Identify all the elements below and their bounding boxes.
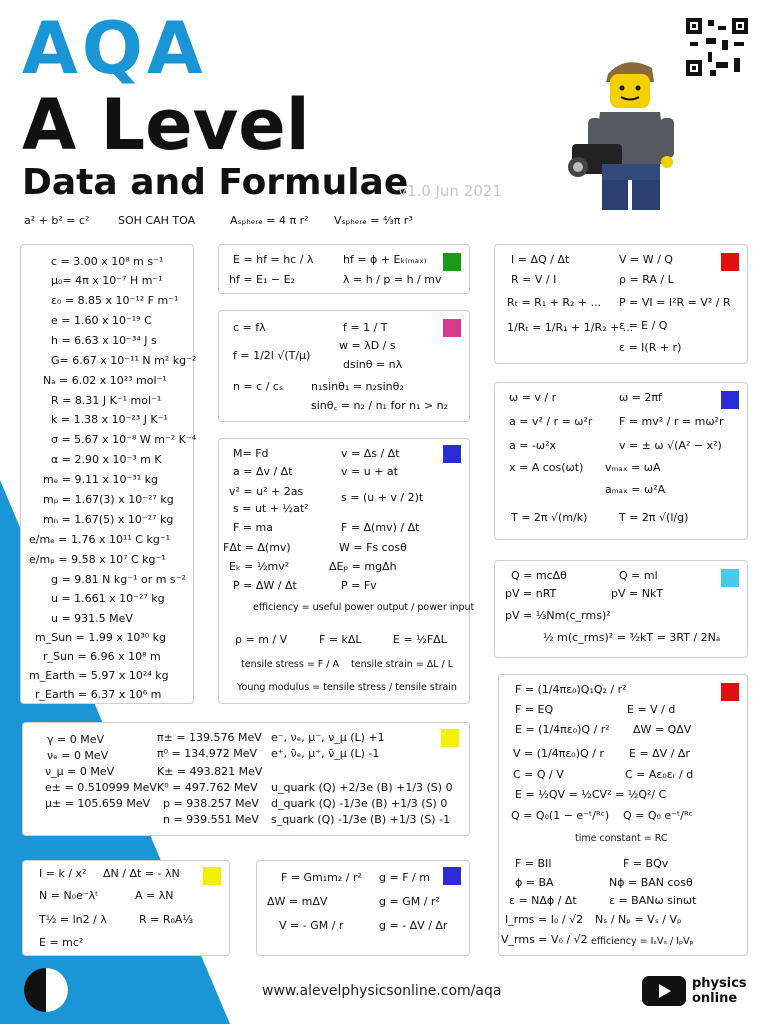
formula: ΔW = mΔV	[267, 895, 328, 908]
constant-row: R = 8.31 J K⁻¹ mol⁻¹	[51, 394, 162, 407]
formula: pV = NkT	[611, 587, 664, 600]
formula: π± = 139.576 MeV	[157, 731, 262, 744]
blue-marker-icon	[443, 445, 461, 463]
subtitle: Data and Formulae	[22, 162, 409, 203]
formula: Young modulus = tensile stress / tensile strain	[237, 682, 457, 693]
constant-row: k = 1.38 x 10⁻²³ J K⁻¹	[51, 413, 168, 426]
constant-row: ε₀ = 8.85 x 10⁻¹² F m⁻¹	[51, 294, 179, 307]
constant-row: r_Sun = 6.96 x 10⁸ m	[43, 650, 161, 663]
constant-row: mₚ = 1.67(3) x 10⁻²⁷ kg	[43, 493, 174, 506]
formula: I = k / x²	[39, 867, 87, 880]
formula: tensile stress = F / A	[241, 659, 340, 670]
formula: s = (u + v / 2)t	[341, 491, 424, 504]
formula: x = A cos(ωt)	[509, 461, 584, 474]
circular-motion-panel	[494, 382, 748, 540]
constant-row: α = 2.90 x 10⁻³ m K	[51, 453, 162, 466]
formula: E = ½QV = ½CV² = ½Q²/ C	[515, 788, 667, 801]
formula: n = 939.551 MeV	[163, 813, 259, 826]
formula: Q = ml	[619, 569, 658, 582]
formula: E = hf = hc / λ	[233, 253, 314, 266]
formula: V = - GM / r	[279, 919, 344, 932]
play-button-icon[interactable]	[642, 976, 686, 1006]
formula: E = mc²	[39, 936, 84, 949]
formula: Q = mcΔθ	[511, 569, 567, 582]
gravity-panel	[256, 860, 470, 956]
brand-logo	[692, 976, 747, 1006]
formula: π⁰ = 134.972 MeV	[157, 747, 258, 760]
formula: ε = E / Q	[619, 319, 668, 332]
constant-row: h = 6.63 x 10⁻³⁴ J s	[51, 334, 157, 347]
logo-circle-icon	[24, 968, 68, 1012]
formula: F = (1/4πε₀)Q₁Q₂ / r²	[515, 683, 627, 696]
trig-mnemonic: SOH CAH TOA	[118, 214, 196, 227]
formula: ΔEₚ = mgΔh	[329, 560, 397, 573]
formula: ½ m(c_rms)² = ³⁄₂kT = 3RT / 2Nₐ	[543, 631, 721, 644]
constant-row: m_Sun = 1.99 x 10³⁰ kg	[35, 631, 167, 644]
formula: s = ut + ½at²	[233, 502, 309, 515]
formula: F = kΔL	[319, 633, 362, 646]
formula: a = v² / r = ω²r	[509, 415, 593, 428]
formula: a = -ω²x	[509, 439, 557, 452]
formula: vₘₐₓ = ωA	[605, 461, 661, 474]
formula: efficiency = IₛVₛ / IₚVₚ	[591, 936, 694, 947]
green-marker-icon	[443, 253, 461, 271]
formula: R = V / I	[511, 273, 557, 286]
formula: hf = ϕ + Eₖ₍ₘₐₓ₎	[343, 253, 427, 266]
formula: F = Gm₁m₂ / r²	[281, 871, 362, 884]
formula: c = fλ	[233, 321, 266, 334]
formula: ν_μ = 0 MeV	[45, 765, 115, 778]
formula: V_rms = V₀ / √2	[501, 933, 588, 946]
formula: V = (1/4πε₀)Q / r	[513, 747, 604, 760]
formula: e⁺, ν̄ₑ, μ⁺, ν̄_μ (L) -1	[271, 747, 380, 760]
formula: F = Δ(mv) / Δt	[341, 521, 420, 534]
formula: W = Fs cosθ	[339, 541, 407, 554]
formula: F = mv² / r = mω²r	[619, 415, 724, 428]
formula: E = V / d	[627, 703, 676, 716]
formula: Eₖ = ½mv²	[229, 560, 290, 573]
formula: Q = Q₀ e⁻ᵗ/ᴿᶜ	[623, 809, 693, 822]
formula: N = N₀e⁻λᵗ	[39, 889, 99, 902]
formula: T = 2π √(l/g)	[619, 511, 689, 524]
formula: g = GM / r²	[379, 895, 440, 908]
sphere-volume-formula: Vₛₚₕₑᵣₑ = ⁴⁄₃π r³	[334, 214, 413, 227]
formula: time constant = RC	[575, 833, 668, 844]
formula: efficiency = useful power output / power input	[253, 602, 475, 613]
formula: a = Δv / Δt	[233, 465, 293, 478]
waves-panel	[218, 310, 470, 422]
constant-row: σ = 5.67 x 10⁻⁸ W m⁻² K⁻⁴	[51, 433, 197, 446]
formula: K⁰ = 497.762 MeV	[157, 781, 258, 794]
brand-line-2: online	[692, 991, 738, 1006]
formula: ϕ = BA	[515, 876, 554, 889]
pythagoras-formula: a² + b² = c²	[24, 214, 90, 227]
constant-row: g = 9.81 N kg⁻¹ or m s⁻²	[51, 573, 186, 586]
constant-row: c = 3.00 x 10⁸ m s⁻¹	[51, 255, 164, 268]
constant-row: e/mₚ = 9.58 x 10⁷ C kg⁻¹	[29, 553, 166, 566]
formula: λ = h / p = h / mv	[343, 273, 442, 286]
photon-panel	[218, 244, 470, 294]
yellow-marker-icon	[203, 867, 221, 885]
aqa-title: AQA	[22, 6, 207, 90]
lego-figure-image	[566, 52, 696, 212]
formula: K± = 493.821 MeV	[157, 765, 263, 778]
formula: V = W / Q	[619, 253, 673, 266]
formula: ε = I(R + r)	[619, 341, 682, 354]
a-level-title: A Level	[22, 84, 310, 166]
formula: Nϕ = BAN cosθ	[609, 876, 693, 889]
cyan-marker-icon	[721, 569, 739, 587]
formula: d_quark (Q) -1/3e (B) +1/3 (S) 0	[271, 797, 448, 810]
formula: u_quark (Q) +2/3e (B) +1/3 (S) 0	[271, 781, 453, 794]
formula: dsinθ = nλ	[343, 358, 403, 371]
formula: f = 1 / T	[343, 321, 388, 334]
formula: E = ½FΔL	[393, 633, 447, 646]
constant-row: μ₀= 4π x 10⁻⁷ H m⁻¹	[51, 274, 163, 287]
website-link[interactable]: www.alevelphysicsonline.com/aqa	[262, 983, 502, 999]
formula: Rₜ = R₁ + R₂ + ...	[507, 296, 602, 309]
mechanics-panel	[218, 438, 475, 704]
formula: s_quark (Q) -1/3e (B) +1/3 (S) -1	[271, 813, 451, 826]
formula: I = ΔQ / Δt	[511, 253, 570, 266]
formula: v² = u² + 2as	[229, 485, 304, 498]
formula: n₁sinθ₁ = n₂sinθ₂	[311, 380, 404, 393]
formula: v = ± ω √(A² − x²)	[619, 439, 722, 452]
formula: e⁻, νₑ, μ⁻, ν_μ (L) +1	[271, 731, 385, 744]
thermal-panel	[494, 560, 748, 658]
formula: P = Fv	[341, 579, 377, 592]
formula: aₘₐₓ = ω²A	[605, 483, 666, 496]
nuclear-panel	[22, 860, 230, 956]
constant-row: u = 931.5 MeV	[51, 612, 133, 625]
formula: ΔW = QΔV	[633, 723, 692, 736]
constant-row: r_Earth = 6.37 x 10⁶ m	[35, 688, 162, 701]
formula: hf = E₁ − E₂	[229, 273, 295, 286]
formula: E = ΔV / Δr	[629, 747, 690, 760]
constant-row: m_Earth = 5.97 x 10²⁴ kg	[29, 669, 169, 682]
electricity-panel	[494, 244, 748, 364]
formula: ω = v / r	[509, 391, 557, 404]
formula: μ± = 105.659 MeV	[45, 797, 151, 810]
constant-row: Nₐ = 6.02 x 10²³ mol⁻¹	[43, 374, 167, 387]
formula: tensile strain = ΔL / L	[351, 659, 454, 670]
constants-panel	[20, 244, 197, 704]
formula: M= Fd	[233, 447, 269, 460]
red-marker-icon	[721, 253, 739, 271]
red-marker-icon	[721, 683, 739, 701]
formula: g = F / m	[379, 871, 430, 884]
formula: νₑ = 0 MeV	[47, 749, 109, 762]
formula: Nₛ / Nₚ = Vₛ / Vₚ	[595, 913, 682, 926]
blue-marker-icon	[721, 391, 739, 409]
formula: g = - ΔV / Δr	[379, 919, 448, 932]
fields-panel	[498, 674, 748, 956]
formula: Q = Q₀(1 − e⁻ᵗ/ᴿᶜ)	[511, 809, 610, 822]
formula: sinθ꜀ = n₂ / n₁ for n₁ > n₂	[311, 399, 449, 412]
formula: ΔN / Δt = - λN	[103, 867, 180, 880]
formula: v = u + at	[341, 465, 398, 478]
formula: γ = 0 MeV	[47, 733, 104, 746]
constant-row: mₙ = 1.67(5) x 10⁻²⁷ kg	[43, 513, 174, 526]
version-label: v1.0 Jun 2021	[398, 182, 502, 200]
formula: T = 2π √(m/k)	[511, 511, 588, 524]
formula: f = 1/2l √(T/μ)	[233, 349, 311, 362]
formula: F = BIl	[515, 857, 552, 870]
formula: C = Q / V	[513, 768, 564, 781]
formula: pV = nRT	[505, 587, 557, 600]
constant-row: u = 1.661 x 10⁻²⁷ kg	[51, 592, 165, 605]
blue-marker-icon	[443, 867, 461, 885]
formula: ρ = RA / L	[619, 273, 674, 286]
formula: F = BQv	[623, 857, 669, 870]
formula: FΔt = Δ(mv)	[223, 541, 291, 554]
formula: F = ma	[233, 521, 273, 534]
formula: P = VI = I²R = V² / R	[619, 296, 731, 309]
constant-row: mₑ = 9.11 x 10⁻³¹ kg	[43, 473, 158, 486]
constant-row: G= 6.67 x 10⁻¹¹ N m² kg⁻²	[51, 354, 197, 367]
particles-panel	[22, 722, 470, 836]
formula: ρ = m / V	[235, 633, 288, 646]
formula: F = EQ	[515, 703, 554, 716]
formula: P = ΔW / Δt	[233, 579, 297, 592]
formula: 1/Rₜ = 1/R₁ + 1/R₂ + ...	[507, 321, 634, 334]
formula: n = c / cₛ	[233, 380, 284, 393]
formula: pV = ⅓Nm(c_rms)²	[505, 609, 611, 622]
formula: A = λN	[135, 889, 174, 902]
formula: C = Aε₀εᵣ / d	[625, 768, 694, 781]
formula: ε = BANω sinωt	[609, 894, 697, 907]
formula: e± = 0.510999 MeV	[45, 781, 157, 794]
formula: w = λD / s	[339, 339, 396, 352]
formula: ε = NΔϕ / Δt	[509, 894, 577, 907]
formula: I_rms = I₀ / √2	[505, 913, 584, 926]
formula: v = Δs / Δt	[341, 447, 400, 460]
pink-marker-icon	[443, 319, 461, 337]
yellow-marker-icon	[441, 729, 459, 747]
formula: p = 938.257 MeV	[163, 797, 259, 810]
constant-row: e = 1.60 x 10⁻¹⁹ C	[51, 314, 152, 327]
formula: R = R₀A⅓	[139, 913, 194, 926]
sphere-area-formula: Aₛₚₕₑᵣₑ = 4 π r²	[230, 214, 309, 227]
formula: E = (1/4πε₀)Q / r²	[515, 723, 610, 736]
formula: ω = 2πf	[619, 391, 662, 404]
brand-line-1: physics	[692, 976, 747, 991]
constant-row: e/mₑ = 1.76 x 10¹¹ C kg⁻¹	[29, 533, 171, 546]
formula: T½ = ln2 / λ	[39, 913, 107, 926]
